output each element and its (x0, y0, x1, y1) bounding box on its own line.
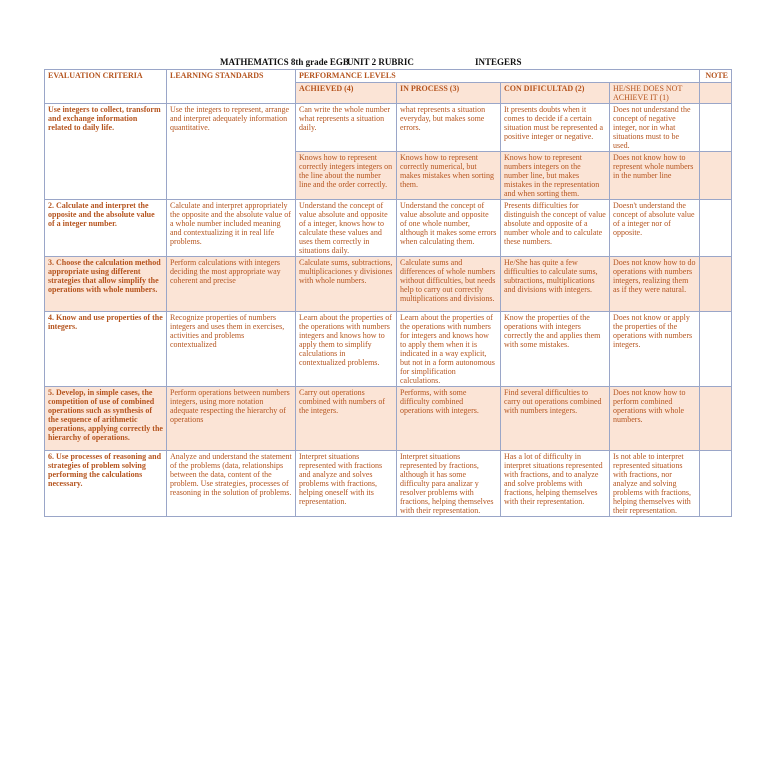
criterion-5 (45, 387, 167, 451)
in-process-1a: what represents a situation everyday, but makes some errors. (397, 104, 501, 152)
in-process-6: Interpret situations represented by fractions, although it has some difficulty para analizar y resolver problems with fractions, helping themselves with their representation. (397, 451, 501, 517)
note-5 (700, 387, 732, 451)
criterion-text: Develop, in simple cases, the competition of use of combined operations such as synthesis of the sequence of arithmetic operations, applying correctly the hierarchy of operations. (48, 388, 163, 442)
difficulty-3: He/She has quite a few difficulties to calculate sums, subtractions, multiplications and divisions with integers. (501, 257, 610, 312)
criterion-text: Know and use properties of the integers. (48, 313, 163, 331)
criterion-text: Use integers to collect, transform and exchange information related to daily life. (48, 105, 161, 132)
note-2 (700, 200, 732, 257)
in-process-3: Calculate sums and differences of whole numbers without difficulties, but needs help to carry out correctly multiplications and divisions. (397, 257, 501, 312)
difficulty-6: Has a lot of difficulty in interpret situations represented with fractions, and to analyze and solve problems with fractions, helping themselves with their representation. (501, 451, 610, 517)
difficulty-4: Know the properties of the operations with integers correctly the and applies them with some mistakes. (501, 312, 610, 387)
table-row (45, 387, 732, 451)
in-process-5: Performs, with some difficulty combined operations with integers. (397, 387, 501, 451)
title-topic: INTEGERS (475, 57, 522, 67)
table-row (45, 200, 732, 257)
not-achieved-1b: Does not know how to represent whole numbers in the number line (610, 152, 700, 200)
standard-5: Perform operations between numbers integers, using more notation adequate respecting the hierarchy of operations (167, 387, 296, 451)
criterion-number: 2. (48, 201, 54, 210)
difficulty-2: Presents difficulties for distinguish the concept of value absolute and opposite of a number whole and to calculate these numbers. (501, 200, 610, 257)
not-achieved-1a: Does not understand the concept of negative integer, nor in what situations must to be used. (610, 104, 700, 152)
in-process-4: Learn about the properties of the operations with numbers for integers and knows how to apply them when it is indicated in a way explicit, but not in a form autonomous for simplification calculations. (397, 312, 501, 387)
criterion-4 (45, 312, 167, 387)
table-row (45, 104, 732, 152)
achieved-2: Understand the concept of value absolute and opposite of a integer, knows how to calculate these values and uses them correctly in situations daily. (296, 200, 397, 257)
criterion-number: 6. (48, 452, 54, 461)
in-process-2: Understand the concept of value absolute and opposite of one whole number, although it makes some errors when calculating them. (397, 200, 501, 257)
not-achieved-3: Does not know how to do operations with numbers integers, realizing them as if they were natural. (610, 257, 700, 312)
standard-1: Use the integers to represent, arrange and interpret adequately information quantitative. (167, 104, 296, 200)
achieved-5: Carry out operations combined with numbers of the integers. (296, 387, 397, 451)
note-1a (700, 104, 732, 152)
criterion-text: Use processes of reasoning and strategies of problem solving performing the calculations necessary. (48, 452, 162, 488)
header-achieved: ACHIEVED (4) (296, 83, 397, 104)
not-achieved-2: Doesn't understand the concept of absolute value of a integer nor of opposite. (610, 200, 700, 257)
criterion-1 (45, 104, 167, 200)
achieved-1a: Can write the whole number what represents a situation daily. (296, 104, 397, 152)
criterion-2 (45, 200, 167, 257)
achieved-3: Calculate sums, subtractions, multiplicaciones y divisiones with whole numbers. (296, 257, 397, 312)
note-3 (700, 257, 732, 312)
not-achieved-6: Is not able to interpret represented situations with fractions, nor analyze and solving problems with fractions, helping themselves with their representation. (610, 451, 700, 517)
criterion-number: 5. (48, 388, 54, 397)
difficulty-1b: Knows how to represent numbers integers on the number line, but makes mistakes in the representation and when sorting them. (501, 152, 610, 200)
rubric-table (44, 69, 732, 517)
title-unit: UNIT 2 RUBRIC (347, 57, 414, 67)
difficulty-text: It presents doubts when it comes to decide if a certain situation must be represented a positive integer or negative. (504, 105, 604, 141)
table-row (45, 451, 732, 517)
header-not-achieved: HE/SHE DOES NOT ACHIEVE IT (1) (610, 83, 700, 104)
header-row (45, 70, 732, 83)
criterion-6 (45, 451, 167, 517)
achieved-6: Interpret situations represented with fractions and analyze and solves problems with fractions, helping oneself with its representation. (296, 451, 397, 517)
not-achieved-5: Does not know how to perform combined operations with whole numbers. (610, 387, 700, 451)
criterion-number: 3. (48, 258, 54, 267)
achieved-4: Learn about the properties of the operations with numbers integers and knows how to apply them to simplify calculations in contextualized problems. (296, 312, 397, 387)
header-note-blank (700, 83, 732, 104)
standard-2: Calculate and interpret appropriately the opposite and the absolute value of a whole number included meaning and contextualizing it in real life problems. (167, 200, 296, 257)
difficulty-1a (501, 104, 610, 152)
note-4 (700, 312, 732, 387)
not-achieved-4: Does not know or apply the properties of the operations with numbers integers. (610, 312, 700, 387)
header-in-process: IN PROCESS (3) (397, 83, 501, 104)
page-title (0, 57, 768, 69)
note-6 (700, 451, 732, 517)
header-note: NOTE (700, 70, 732, 83)
note-1b (700, 152, 732, 200)
header-standards: LEARNING STANDARDS (167, 70, 296, 104)
standard-4: Recognize properties of numbers integers and uses them in exercises, activities and problems contextualized (167, 312, 296, 387)
header-levels: PERFORMANCE LEVELS (296, 70, 700, 83)
in-process-1b: Knows how to represent correctly numerical, but makes mistakes when sorting them. (397, 152, 501, 200)
criterion-text: Calculate and interpret the opposite and the absolute value of a integer number. (48, 201, 155, 228)
standard-3: Perform calculations with integers deciding the most appropriate way coherent and precise (167, 257, 296, 312)
table-row (45, 257, 732, 312)
criterion-number: 4. (48, 313, 54, 322)
criterion-text: Choose the calculation method appropriate using different strategies that allow simplify the operations with whole numbers. (48, 258, 161, 294)
header-criteria: EVALUATION CRITERIA (45, 70, 167, 104)
standard-6: Analyze and understand the statement of the problems (data, relationships between the data, content of the problem. Use strategies, processes of reasoning in the solution of problems. (167, 451, 296, 517)
difficulty-5: Find several difficulties to carry out operations combined with numbers integers. (501, 387, 610, 451)
header-difficulty: CON DIFICULTAD (2) (501, 83, 610, 104)
table-row (45, 312, 732, 387)
title-subject: MATHEMATICS 8th grade EGB (220, 57, 349, 67)
criterion-3 (45, 257, 167, 312)
achieved-1b: Knows how to represent correctly integers integers on the line about the number line and the order correctly. (296, 152, 397, 200)
